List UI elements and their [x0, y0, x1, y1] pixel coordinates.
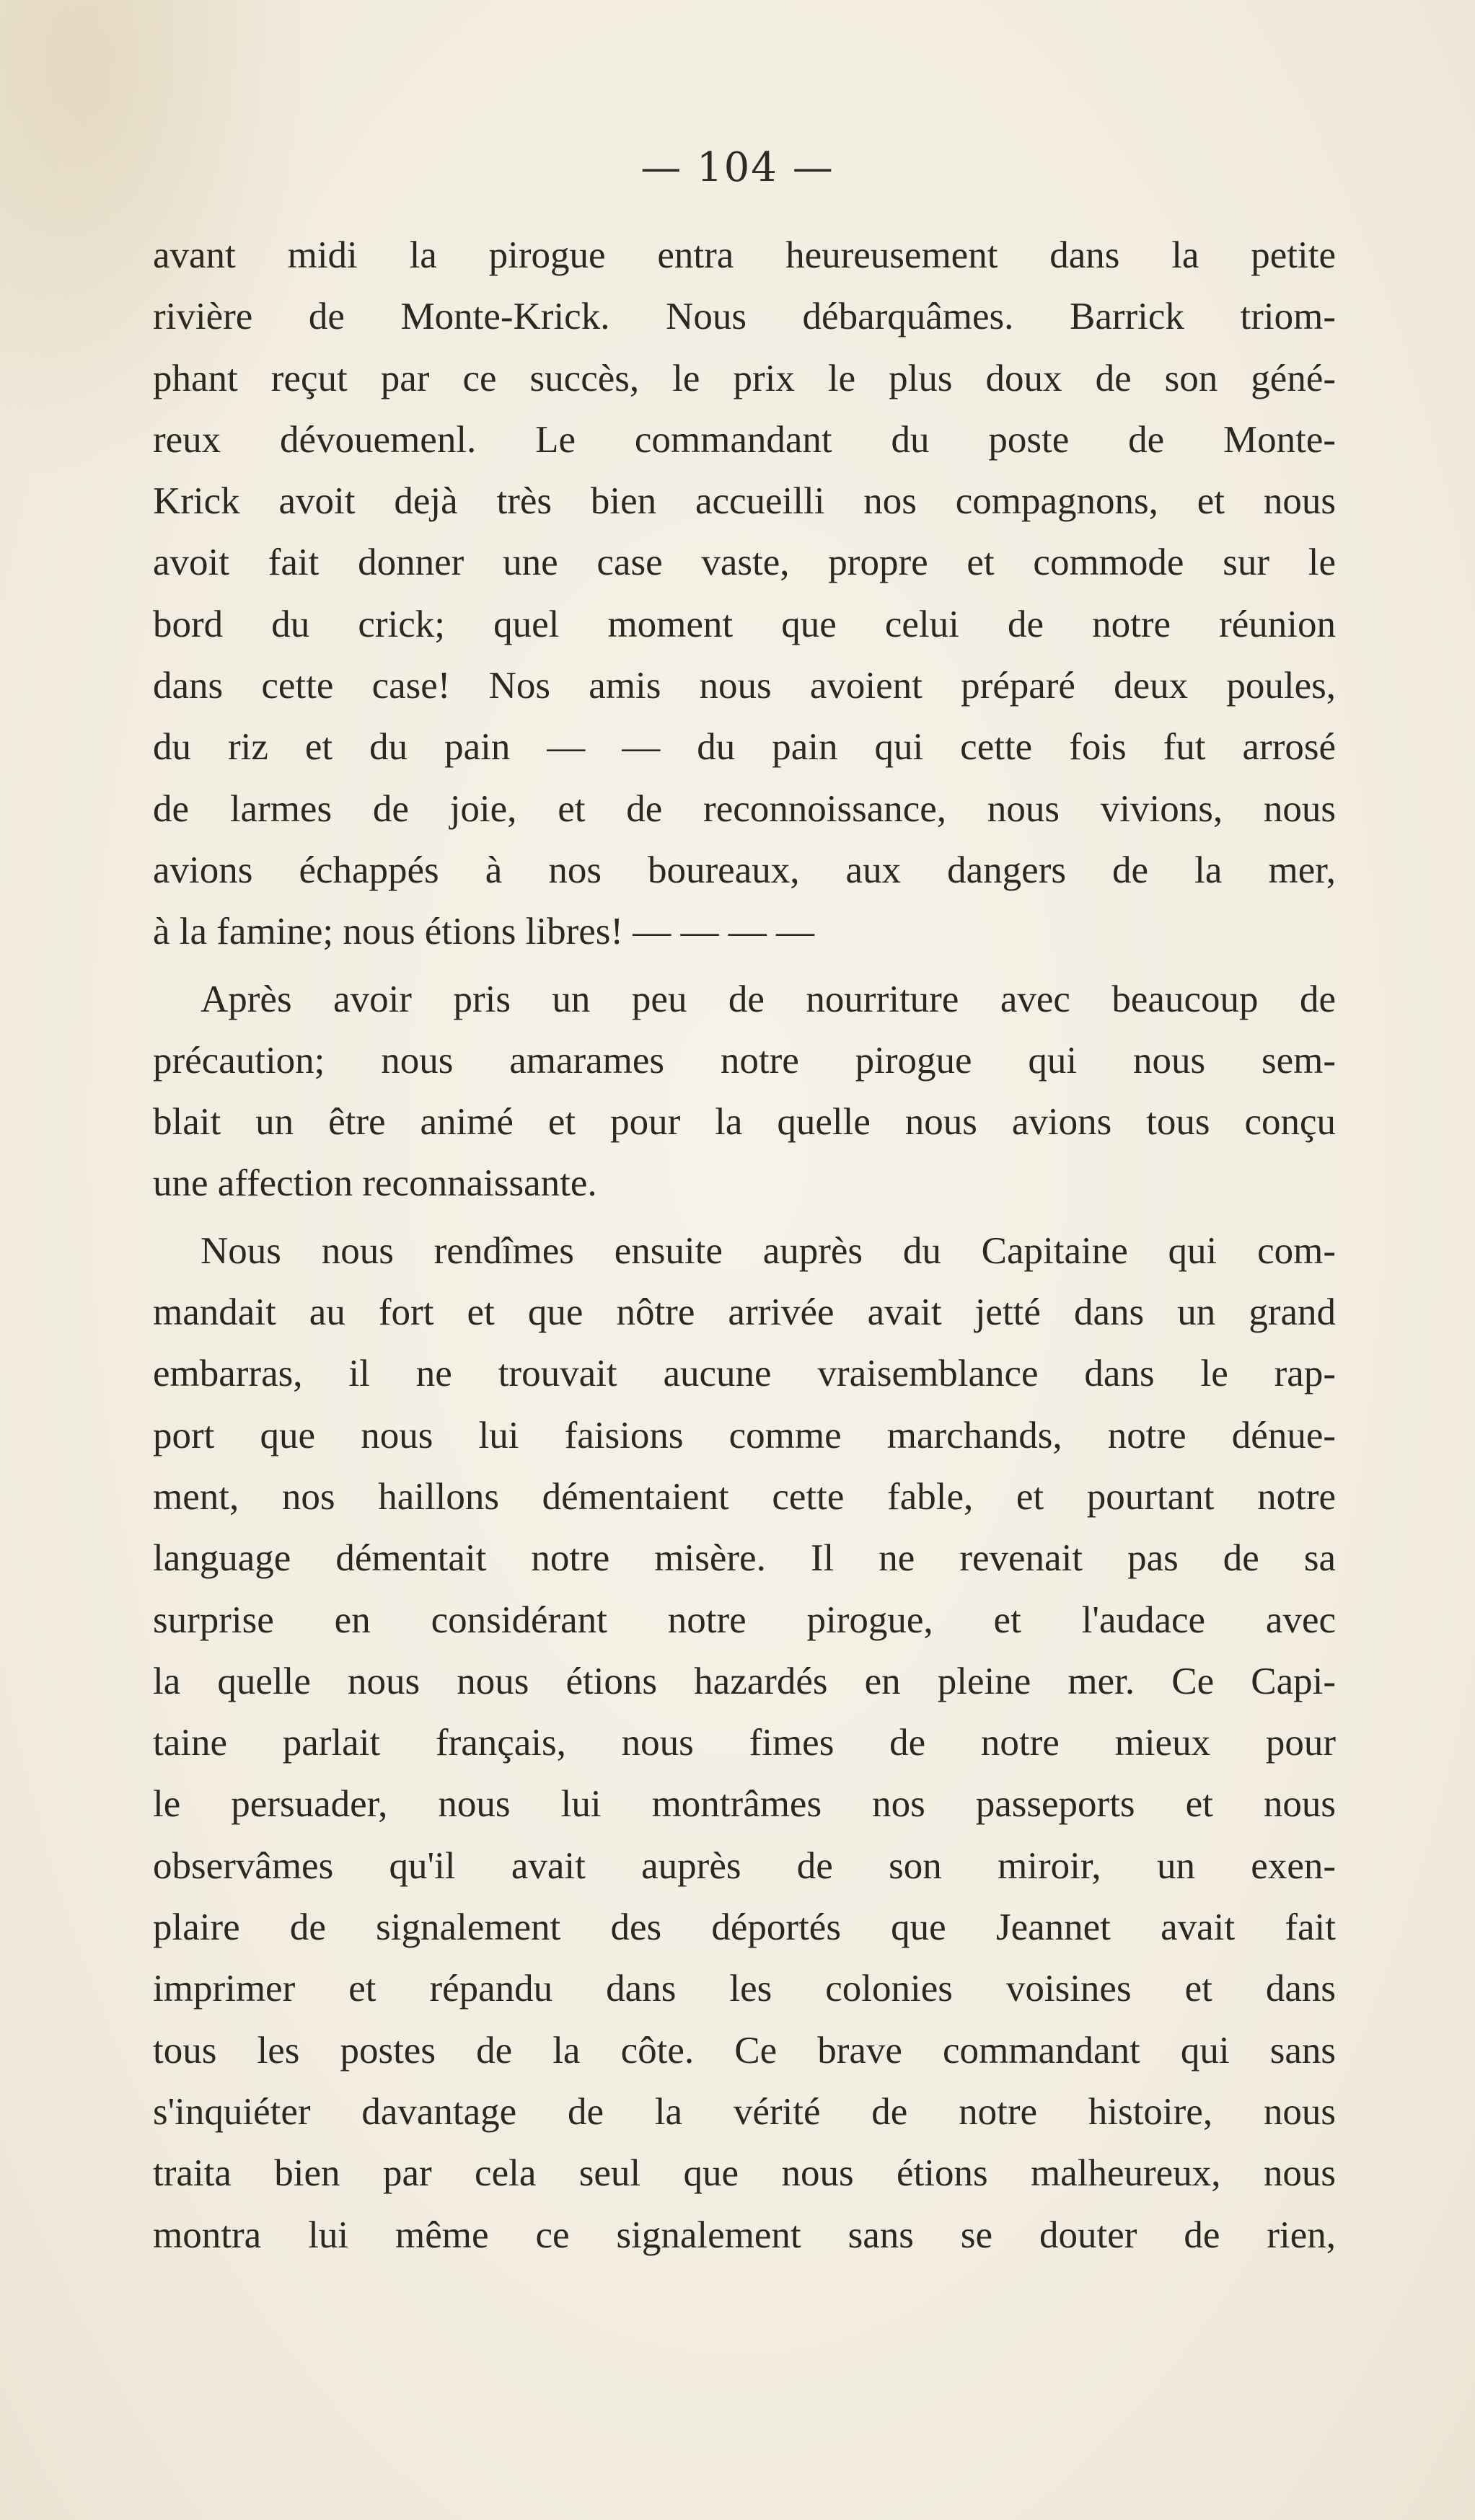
text-line: bord du crick; quel moment que celui de notre réunion	[153, 603, 1336, 645]
text-line: la quelle nous nous étions hazardés en pleine mer. Ce Capi-	[153, 1660, 1336, 1702]
text-line: dans cette case! Nos amis nous avoient préparé deux poules,	[153, 665, 1336, 707]
text-line: traita bien par cela seul que nous étions malheureux, nous	[153, 2152, 1336, 2195]
text-line: mandait au fort et que nôtre arrivée avait jetté dans un grand	[153, 1291, 1336, 1334]
text-line: une affection reconnaissante.	[153, 1162, 597, 1205]
text-line: imprimer et répandu dans les colonies voisines et dans	[153, 1968, 1336, 2010]
text-line: avions échappés à nos boureaux, aux dangers de la mer,	[153, 849, 1336, 891]
text-line: taine parlait français, nous fimes de notre mieux pour	[153, 1722, 1336, 1764]
text-line: avant midi la pirogue entra heureusement dans la petite	[153, 234, 1336, 276]
text-line: surprise en considérant notre pirogue, et l'audace avec	[153, 1599, 1336, 1641]
text-line: montra lui même ce signalement sans se douter de rien,	[153, 2214, 1336, 2256]
paragraph-first-line: Nous nous rendîmes ensuite auprès du Capitaine qui com-	[201, 1229, 1336, 1272]
text-line: du riz et du pain — — du pain qui cette fois fut arrosé	[153, 726, 1336, 769]
text-line: observâmes qu'il avait auprès de son miroir, un exen-	[153, 1844, 1336, 1887]
text-line: à la famine; nous étions libres! — — — —	[153, 911, 815, 953]
text-line: reux dévouemenl. Le commandant du poste de Monte-	[153, 418, 1336, 461]
paragraph-first-line: Après avoir pris un peu de nourriture avec beaucoup de	[201, 978, 1336, 1020]
text-line: de larmes de joie, et de reconnoissance, nous vivions, nous	[153, 787, 1336, 830]
text-line: tous les postes de la côte. Ce brave commandant qui sans	[153, 2029, 1336, 2072]
text-line: phant reçut par ce succès, le prix le plus doux de son géné-	[153, 357, 1336, 399]
page-number: — 104 —	[640, 144, 835, 191]
text-line: avoit fait donner une case vaste, propre et commode sur le	[153, 541, 1336, 584]
text-line: blait un être animé et pour la quelle nous avions tous conçu	[153, 1101, 1336, 1144]
text-line: plaire de signalement des déportés que Jeannet avait fait	[153, 1906, 1336, 1949]
text-line: port que nous lui faisions comme marchands, notre dénue-	[153, 1414, 1336, 1456]
text-line: ment, nos haillons démentaient cette fable, et pourtant notre	[153, 1475, 1336, 1518]
page-text	[153, 225, 1336, 2266]
text-line: s'inquiéter davantage de la vérité de notre histoire, nous	[153, 2090, 1336, 2133]
text-line: Krick avoit dejà très bien accueilli nos compagnons, et nous	[153, 480, 1336, 523]
text-line: language démentait notre misère. Il ne revenait pas de sa	[153, 1537, 1336, 1580]
text-line: précaution; nous amarames notre pirogue qui nous sem-	[153, 1039, 1336, 1082]
text-line: le persuader, nous lui montrâmes nos passeports et nous	[153, 1783, 1336, 1826]
text-line: embarras, il ne trouvait aucune vraisemblance dans le rap-	[153, 1353, 1336, 1395]
text-line: rivière de Monte-Krick. Nous débarquâmes. Barrick triom-	[153, 296, 1336, 338]
